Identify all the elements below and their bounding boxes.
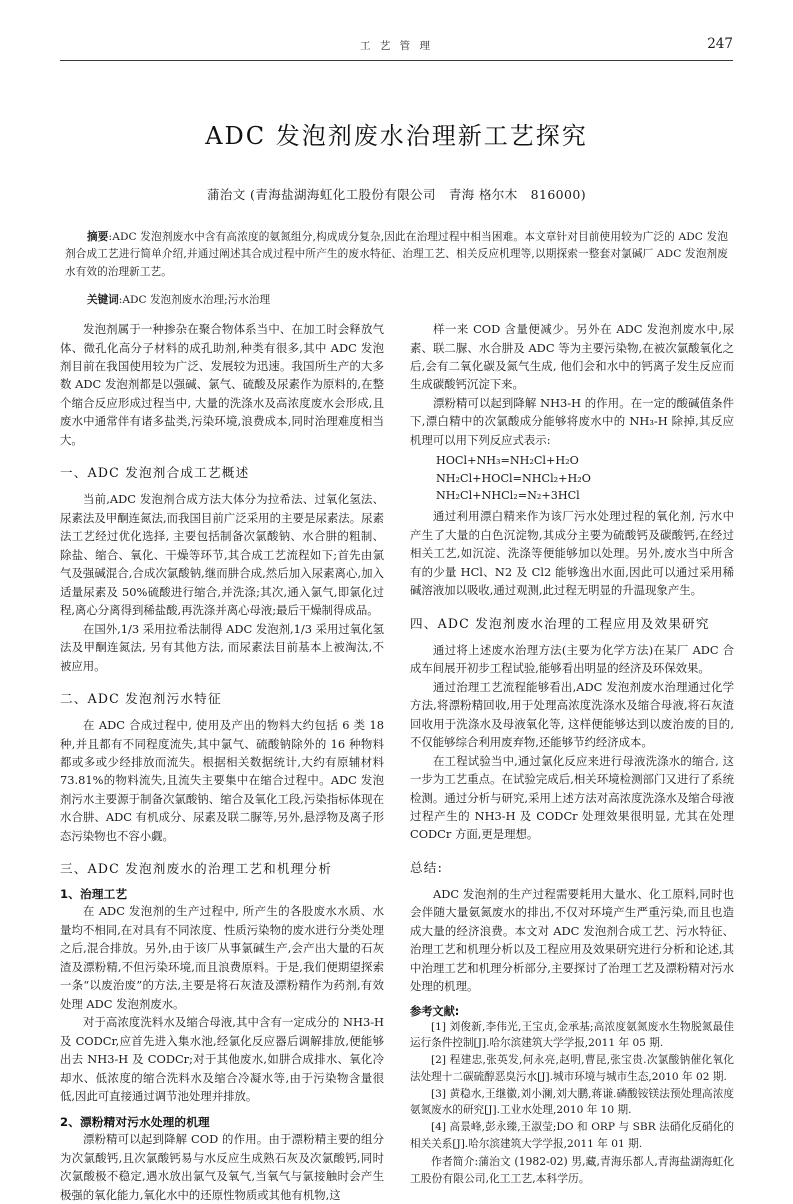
section1-paragraph-1: 当前,ADC 发泡剂合成方法大体分为拉希法、过氧化氢法、尿素法及甲酮连氮法,而我国目前广泛采用的主要是尿素法。尿素法工艺经过优化选择, 主要包括制备次氯酸钠、水合肼的粗制、除盐、缩合、氧化、干燥等环节,其合成工艺流程如下;首先由氯气及强碱混合,合成次氯酸钠,继而肼合成,然后加入尿素离心,加入适量尿素及 50%硫酸进行缩合,并洗涤;其次,通入氯气,即氯化过程,离心分离得到稀盐酸,再洗涤并离心母液;最后干燥制得成品。 <box>60 492 384 618</box>
reference-item: [1] 刘俊新,李伟光,王宝贞,金承基;高浓度氨氮废水生物脱氮最佳运行条件控制[J].哈尔滨建筑大学学报,2011 年 05 期. <box>410 1020 734 1050</box>
right-paragraph-3: 通过利用漂白精来作为该厂污水处理过程的氧化剂, 污水中产生了大量的白色沉淀物,其成分主要为硫酸钙及碳酸钙,在经过相关工艺,如沉淀、洗涤等便能够加以处理。另外,废水当中所含有的少量 HCl、N2 及 Cl2 能够逸出水面,因此可以通过采用稀碱溶液加以吸收,通过观测,此过程无明显的升温现象产生。 <box>410 509 734 598</box>
right-paragraph-2: 漂粉精可以起到降解 NH3-H 的作用。在一定的酸碱值条件下,漂白精中的次氯酸成分能够将废水中的 NH₃-H 除掉,其反应机理可以用下列反应式表示: <box>410 395 734 447</box>
abstract-block <box>60 229 733 309</box>
subsection1-paragraph-1: 在 ADC 发泡剂的生产过程中, 所产生的各股废水水质、水量均不相同,在对具有不同浓度、性质污染物的废水进行分类处理之后,混合排放。另外,由于该厂从事氯碱生产,会产出大量的石灰渣及漂粉精,不但污染环境,而且浪费原料。于是,我们便期望探索一条“以废治废”的方法,主要是将石灰渣及漂粉精作为药剂,有效处理 ADC 发泡剂废水。 <box>60 904 384 1011</box>
header-section-title: 工 艺 管 理 <box>359 40 434 52</box>
header-divider <box>60 60 733 61</box>
intro-paragraph: 发泡剂属于一种掺杂在聚合物体系当中、在加工时会释放气体、微孔化高分子材料的成孔助剂,种类有很多,其中 ADC 发泡剂目前在我国使用较为广泛、发展较为迅速。我国所生产的大多数 ADC 发泡剂都是以强碱、氯气、硫酸及尿素作为原料的,在整个缩合反应形成过程当中, 大量的洗涤水及高浓度废水会形成,且废水中通常伴有诸多盐类,污染环境,浪费成本,同时治理难度相当大。 <box>60 322 384 447</box>
section4-paragraph-2: 通过治理工艺流程能够看出,ADC 发泡剂废水治理通过化学方法,将漂粉精回收,用于处理高浓度洗涤水及缩合母液,将石灰渣回收用于洗涤水及母液氧化等, 这样便能够达到以废治废的目的,不仅能够综合利用废弃物,还能够节约经济成本。 <box>410 679 734 750</box>
references-heading: 参考文献: <box>410 1004 460 1018</box>
reference-item: [3] 黄稳水,王继徽,刘小澜,刘大鹏,蒋谦.磷酸铵镁法预处理高浓度氨氮废水的研究[J].工业水处理,2010 年 10 期. <box>410 1087 734 1117</box>
equation-1: HOCl+NH₃=NH₂Cl+H₂O <box>436 454 579 468</box>
author-affiliation-line: 蒲治文 (青海盐湖海虹化工股份有限公司 青海 格尔木 816000) <box>206 187 587 202</box>
running-header <box>60 38 733 68</box>
subsection-heading-2: 2、漂粉精对污水处理的机理 <box>60 1115 210 1130</box>
conclusion-heading: 总结: <box>410 859 444 875</box>
equation-2: NH₂Cl+HOCl=NHCl₂+H₂O <box>436 471 591 485</box>
subsection2-paragraph-1: 漂粉精可以起到降解 COD 的作用。由于漂粉精主要的组分为次氯酸钙,且次氯酸钙易与水反应生成熟石灰及次氯酸钙,同时次氯酸极不稳定,遇水放出氯气及氧气,当氧气与氯接触时会产生极强的氧化能力,氧化水中的还原性物质或其他有机物,这 <box>60 1132 384 1202</box>
section4-paragraph-3: 在工程试验当中,通过氯化反应来进行母液洗涤水的缩合, 这一步为工艺重点。在试验完成后,相关环境检测部门又进行了系统检测。通过分析与研究,采用上述方法对高浓度洗涤水及缩合母液过程产生的 NH3-H 及 CODCr 处理效果很明显, 尤其在处理 CODCr 方面,更是理想。 <box>410 753 734 842</box>
section4-paragraph-1: 通过将上述废水治理方法(主要为化学方法)在某厂 ADC 合成车间展开初步工程试验,能够看出明显的经济及环保效果。 <box>410 642 734 676</box>
keywords-label: 关键词 <box>87 294 119 306</box>
subsection-heading-1: 1、治理工艺 <box>60 887 128 902</box>
keywords-paragraph <box>65 292 728 309</box>
right-column <box>410 320 734 1187</box>
page-title: ADC 发泡剂废水治理新工艺探究 <box>205 122 588 150</box>
abstract-paragraph <box>65 229 728 281</box>
abstract-text: :ADC 发泡剂废水中含有高浓度的氨氮组分,构成成分复杂,因此在治理过程中相当困难。本文章针对目前使用较为广泛的 ADC 发泡剂合成工艺进行简单介绍,并通过阐述其合成过程中所产生的废水特征、治理工艺、相关反应机理等,以期探索一整套对氯碱厂 ADC 发泡剂废水有效的治理新工艺。 <box>65 231 729 278</box>
keywords-text: :ADC 发泡剂废水治理;污水治理 <box>118 294 271 306</box>
equation-3: NH₂Cl+NHCl₂=N₂+3HCl <box>436 489 580 503</box>
equation-list <box>410 452 734 504</box>
subsection1-paragraph-2: 对于高浓度洗料水及缩合母液,其中含有一定成分的 NH3-H 及 CODCr,应首先进入集水池,经氯化反应器后调解排放,便能够出去 NH3-H 及 CODCr;对于其他废水,如肼合成排水、氧化冷却水、低浓度的缩合洗料水及缩合冷凝水等,由于污染物含量很低,因此可直接通过调节池处理并排放。 <box>60 1015 384 1103</box>
section1-paragraph-2: 在国外,1/3 采用拉希法制得 ADC 发泡剂,1/3 采用过氧化氢法及甲酮连氮法, 另有其他方法, 而尿素法目前基本上被淘汰,不被应用。 <box>60 621 384 673</box>
abstract-label: 摘要 <box>87 231 109 243</box>
section-heading-4: 四、ADC 发泡剂废水治理的工程应用及效果研究 <box>410 615 710 631</box>
continued-paragraph: 样一来 COD 含量便减少。另外在 ADC 发泡剂废水中,尿素、联二脲、水合肼及 ADC 等为主要污染物,在被次氯酸氧化之后,会有二氧化碳及氮气生成, 他们会和水中的钙离子发生反应而生成碳酸钙沉淀下来。 <box>410 322 734 392</box>
section2-paragraph-1: 在 ADC 合成过程中, 使用及产出的物料大约包括 6 类 18 种,并且都有不同程度流失,其中氯气、硫酸钠除外的 16 种物料都或多或少经排放而流失。根据相关数据统计,大约有原辅材料 73.81%的物料流失,且流失主要集中在缩合过程中。ADC 发泡剂污水主要源于制备次氯酸钠、缩合及氧化工段,污染指标体现在水合肼、ADC 有机成分、尿素及联二脲等,另外,悬浮物及离子形态污染物也不容小觑。 <box>60 718 384 843</box>
section-heading-3: 三、ADC 发泡剂废水的治理工艺和机理分析 <box>60 861 333 877</box>
section-heading-1: 一、ADC 发泡剂合成工艺概述 <box>60 465 250 481</box>
left-column <box>60 320 384 1204</box>
page-number: 247 <box>707 36 733 52</box>
conclusion-paragraph: ADC 发泡剂的生产过程需要耗用大量水、化工原料,同时也会伴随大量氨氮废水的排出,不仅对环境产生严重污染,而且也造成大量的经济浪费。本文对 ADC 发泡剂合成工艺、污水特征、治理工艺和机理分析以及工程应用及效果研究进行分析和论述,其中治理工艺和机理分析部分,主要探讨了治理工艺及漂粉精对污水处理的机理。 <box>410 886 734 994</box>
reference-item: [4] 高景峰,彭永臻,王淑莹;DO 和 ORP 与 SBR 法硝化反硝化的相关关系[J].哈尔滨建筑大学学报,2011 年 01 期. <box>410 1121 734 1150</box>
section-heading-2: 二、ADC 发泡剂污水特征 <box>60 691 222 707</box>
reference-item: [2] 程建忠,张英发,何永亮,赵明,曹昆,张宝贵.次氯酸钠催化氧化法处理十二碳硫醇恶臭污水[J].城市环境与城市生态,2010 年 02 期. <box>410 1054 734 1083</box>
author-bio: 作者简介:蒲治文 (1982-02) 男,藏,青海乐都人,青海盐湖海虹化工股份有限公司,化工工艺,本科学历。 <box>410 1154 734 1185</box>
body-columns <box>60 320 733 1204</box>
